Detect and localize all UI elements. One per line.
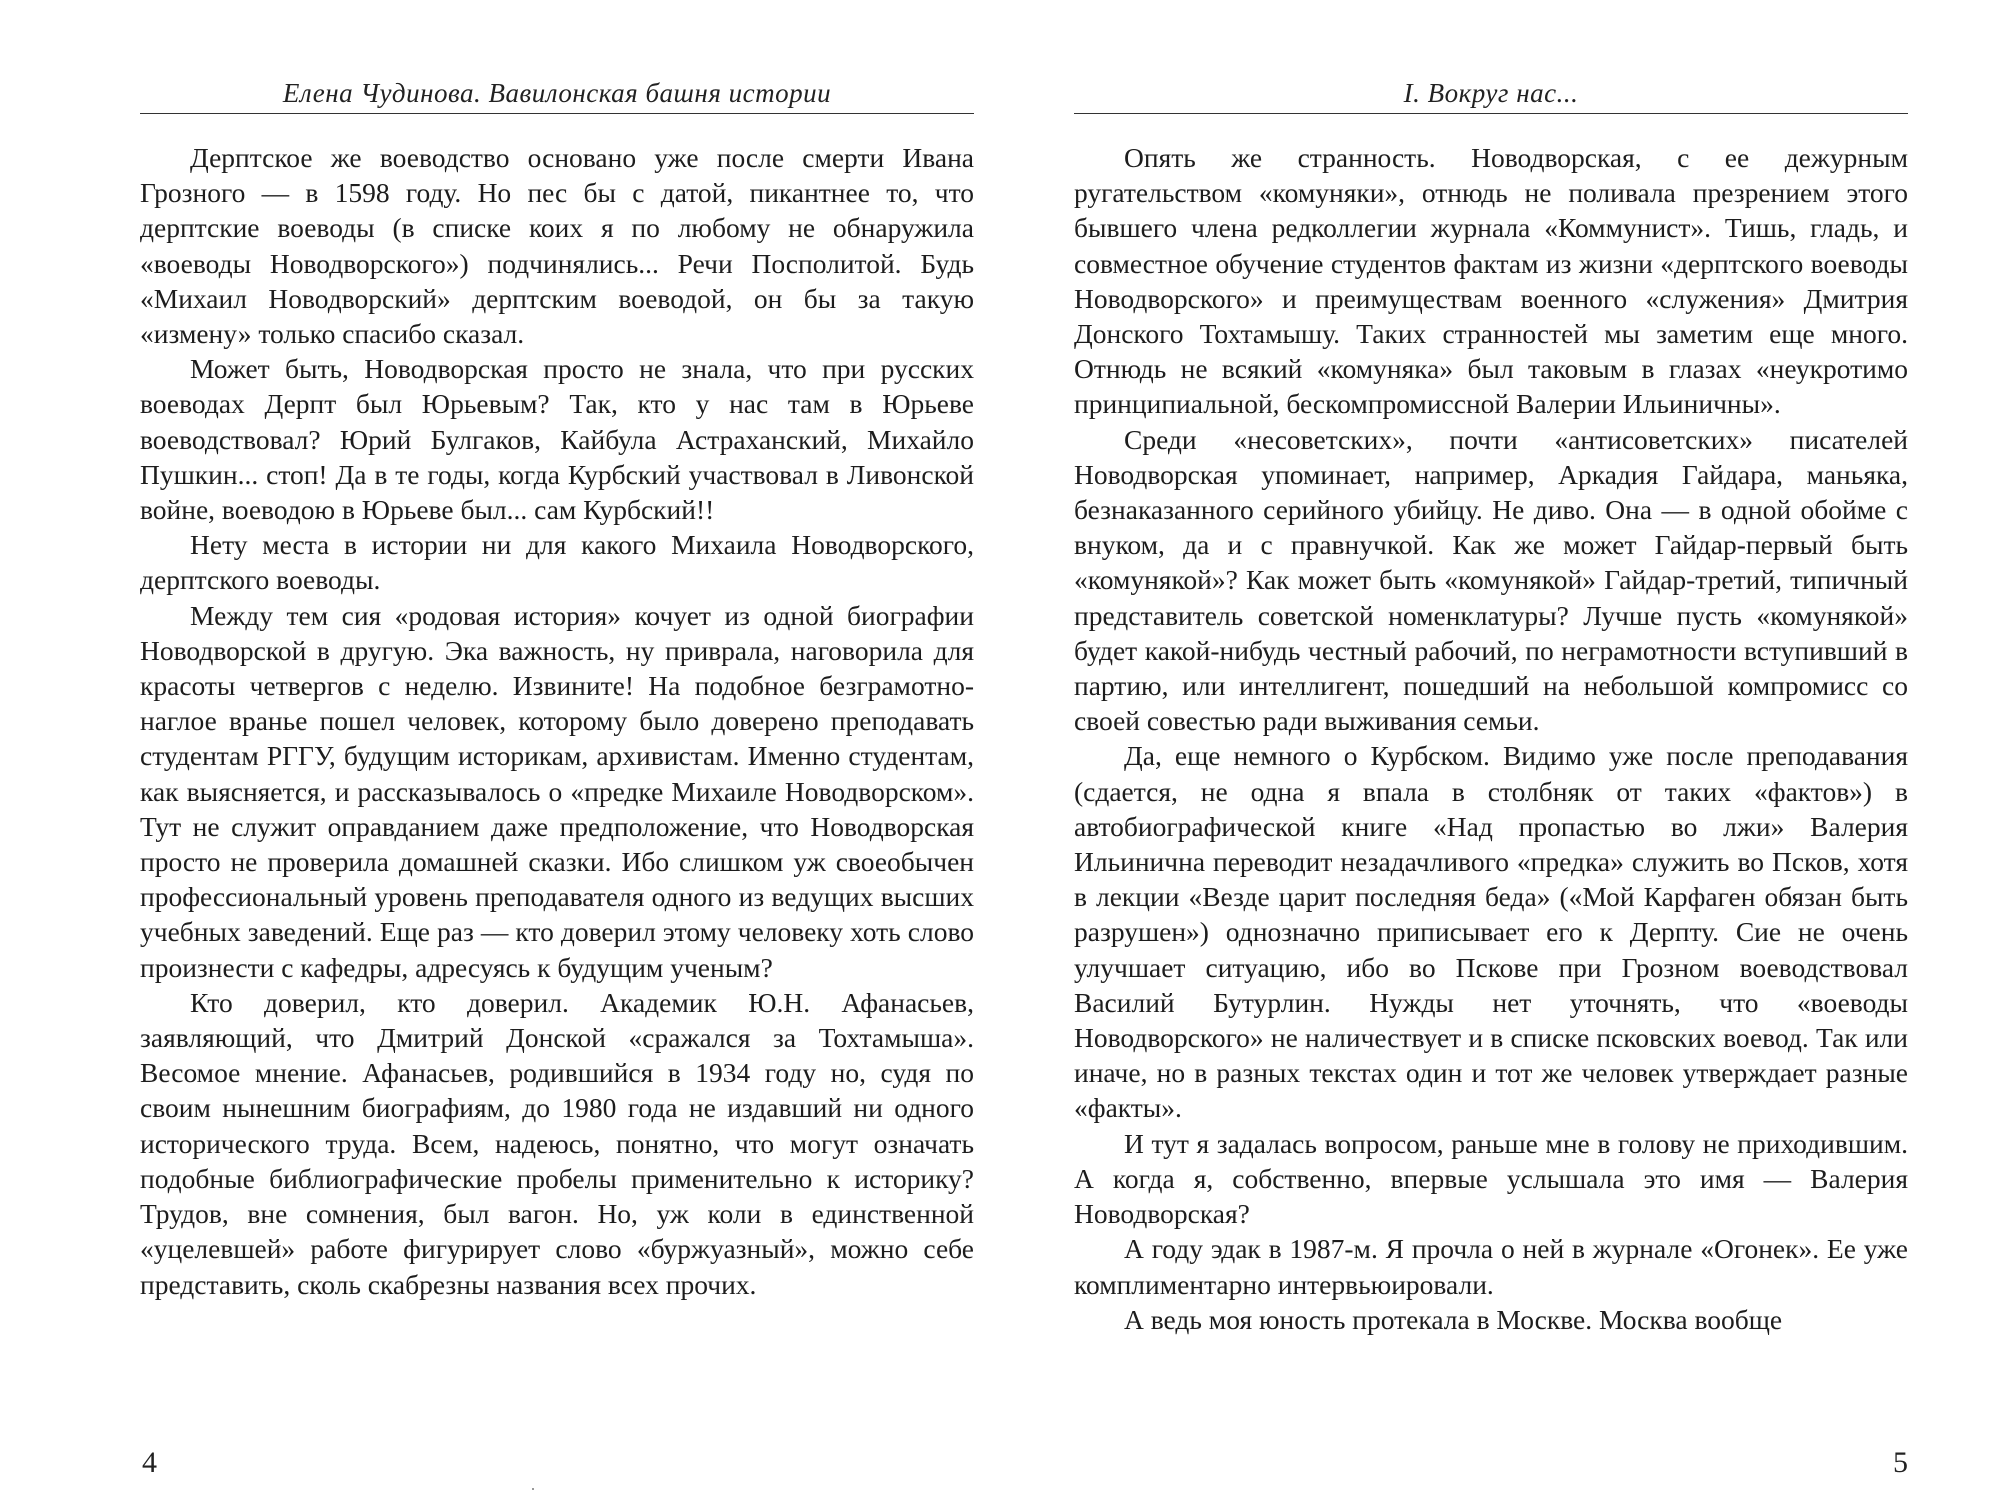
header-rule-left	[140, 113, 974, 114]
paragraph: Между тем сия «родовая история» кочует из одной биографии Новодворской в другую. Эка важность, ну приврала, наговорила для красоты четвергов с неделю. Извините! На подобное безграмотно-наглое вранье пошел человек, которому было доверено преподавать студентам РГГУ, будущим историкам, архивистам. Именно студентам, как выясняется, и рассказывалось о «предке Михаиле Новодворском». Тут не служит оправданием даже предположение, что Новодворская просто не проверила домашней сказки. Ибо слишком уж своеобычен профессиональный уровень преподавателя одного из ведущих высших учебных заведений. Еще раз — кто доверил этому человеку хоть слово произнести с кафедры, адресуясь к будущим ученым?	[140, 599, 974, 983]
running-head-left: Елена Чудинова. Вавилонская башня истории	[282, 78, 832, 108]
running-head-right: I. Вокруг нас...	[1403, 78, 1579, 108]
paragraph: Дерптское же воеводство основано уже после смерти Ивана Грозного — в 1598 году. Но пес бы с датой, пикантнее то, что дерптские воеводы (в списке коих я по любому не обнаружила «воеводы Новодворского») подчинялись... Речи Посполитой. Будь «Михаил Новодворский» дерптским воеводой, он бы за такую «измену» только спасибо сказал.	[140, 142, 974, 350]
right-page	[1074, 0, 1908, 1497]
header-rule-right	[1074, 113, 1908, 114]
paragraph: А ведь моя юность протекала в Москве. Москва вообще	[1124, 1303, 1783, 1335]
paragraph: Да, еще немного о Курбском. Видимо уже после преподавания (сдается, не одна я впала в столбняк от таких «фактов») в автобиографической книге «Над пропастью во лжи» Валерия Ильинична переводит незадачливого «предка» служить во Псков, хотя в лекции «Везде царит последняя беда» («Мой Карфаген обязан быть разрушен») однозначно приписывает его к Дерпту. Сие не очень улучшает ситуацию, ибо во Пскове при Грозном воеводствовал Василий Бутурлин. Нужды нет уточнять, что «воеводы Новодворского» не наличествует и в списке псковских воевод. Так или иначе, но в разных текстах один и тот же человек утверждает разные «факты».	[1074, 740, 1908, 1124]
left-page	[140, 0, 974, 1497]
paragraph: Среди «несоветских», почти «антисоветских» писателей Новодворская упоминает, например, Аркадия Гайдара, маньяка, безнаказанного серийного убийцу. Не диво. Она — в одной обойме с внуком, да и с правнучкой. Как же может Гайдар-первый быть «комунякой»? Как может быть «комунякой» Гайдар-третий, типичный представитель советской номенклатуры? Лучше пусть «комунякой» будет какой-нибудь честный рабочий, по неграмотности вступивший в партию, или интеллигент, пошедший на небольшой компромисс со своей совестью ради выживания семьи.	[1074, 423, 1908, 737]
gutter-dot	[532, 1488, 534, 1490]
paragraph: Опять же странность. Новодворская, с ее дежурным ругательством «комуняки», отнюдь не поливала презрением этого бывшего члена редколлегии журнала «Коммунист». Тишь, гладь, и совместное обучение студентов фактам из жизни «дерптского воеводы Новодворского» и преимуществам военного «служения» Дмитрия Донского Тохтамышу. Таких странностей мы заметим еще много. Отнюдь не всякий «комуняка» был таковым в глазах «неукротимо принципиальной, бескомпромиссной Валерии Ильиничны».	[1074, 142, 1908, 420]
left-page-body	[140, 140, 974, 1302]
page-number-left: 4	[142, 1446, 157, 1479]
paragraph: А году эдак в 1987-м. Я прочла о ней в журнале «Огонек». Ее уже комплиментарно интервьюировали.	[1074, 1233, 1908, 1300]
right-page-body	[1074, 140, 1908, 1337]
paragraph: И тут я задалась вопросом, раньше мне в голову не приходившим. А когда я, собственно, впервые услышала это имя — Валерия Новодворская?	[1074, 1127, 1908, 1230]
paragraph: Кто доверил, кто доверил. Академик Ю.Н. Афанасьев, заявляющий, что Дмитрий Донской «сражался за Тохтамыша». Весомое мнение. Афанасьев, родившийся в 1934 году но, судя по своим нынешним биографиям, до 1980 года не издавший ни одного исторического труда. Всем, надеюсь, понятно, что могут означать подобные библиографические пробелы применительно к историку? Трудов, вне сомнения, был вагон. Но, уж коли в единственной «уцелевшей» работе фигурирует слово «буржуазный», можно себе представить, сколь скабрезны названия всех прочих.	[140, 986, 974, 1300]
page-number-right: 5	[1893, 1446, 1908, 1479]
paragraph: Может быть, Новодворская просто не знала, что при русских воеводах Дерпт был Юрьевым? Так, кто у нас там в Юрьеве воеводствовал? Юрий Булгаков, Кайбула Астраханский, Михайло Пушкин... стоп! Да в те годы, когда Курбский участвовал в Ливонской войне, воеводою в Юрьеве был... сам Курбский!!	[140, 353, 974, 526]
paragraph: Нету места в истории ни для какого Михаила Новодворского, дерптского воеводы.	[140, 529, 974, 596]
